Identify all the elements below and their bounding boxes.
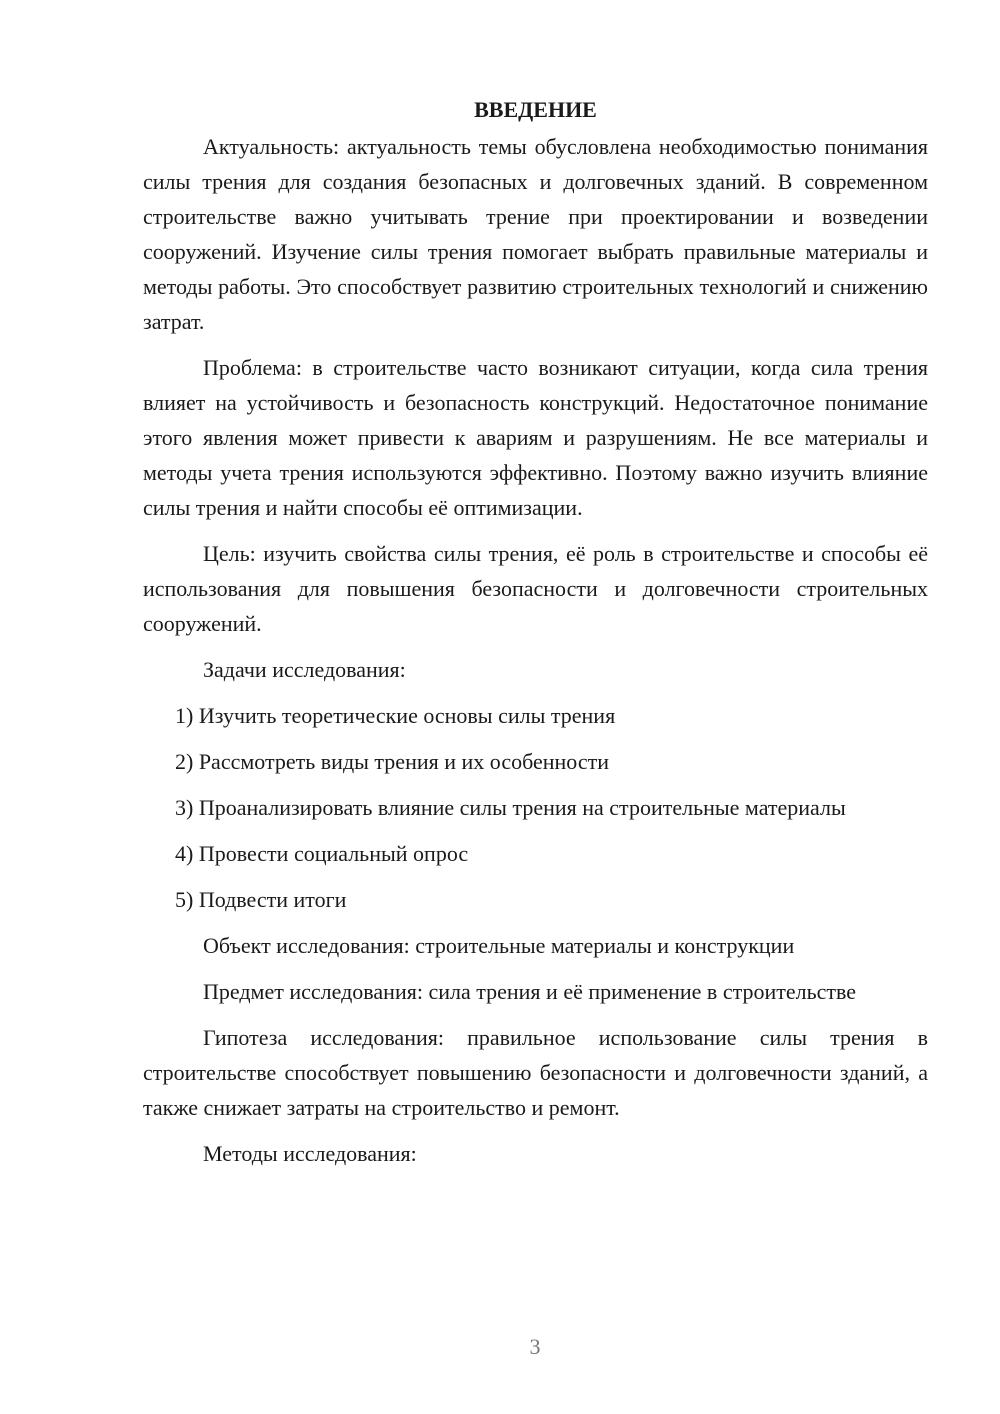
document-page bbox=[143, 95, 928, 1182]
problem-paragraph: Проблема: в строительстве часто возникают ситуации, когда сила трения влияет на устойчивость и безопасность конструкций. Недостаточное понимание этого явления может привести к авариям и разрушениям. Не все материалы и методы учета трения используются эффективно. Поэтому важно изучить влияние силы трения и найти способы её оптимизации. bbox=[143, 355, 928, 520]
section-heading: ВВЕДЕНИЕ bbox=[474, 97, 597, 122]
task-item: 3) Проанализировать влияние силы трения на строительные материалы bbox=[175, 795, 846, 820]
tasks-heading: Задачи исследования: bbox=[203, 657, 406, 682]
methods-paragraph: Методы исследования: bbox=[203, 1141, 417, 1166]
relevance-paragraph: Актуальность: актуальность темы обусловлена необходимостью понимания силы трения для создания безопасных и долговечных зданий. В современном строительстве важно учитывать трение при проектировании и возведении сооружений. Изучение силы трения помогает выбрать правильные материалы и методы работы. Это способствует развитию строительных технологий и снижению затрат. bbox=[143, 134, 928, 334]
object-paragraph: Объект исследования: строительные материалы и конструкции bbox=[203, 933, 795, 958]
task-item: 5) Подвести итоги bbox=[175, 887, 347, 912]
goal-paragraph: Цель: изучить свойства силы трения, её роль в строительстве и способы её использования для повышения безопасности и долговечности строительных сооружений. bbox=[143, 541, 928, 636]
task-item: 4) Провести социальный опрос bbox=[175, 841, 469, 866]
hypothesis-paragraph: Гипотеза исследования: правильное использование силы трения в строительстве способствует повышению безопасности и долговечности зданий, а также снижает затраты на строительство и ремонт. bbox=[143, 1025, 928, 1120]
task-item: 2) Рассмотреть виды трения и их особенности bbox=[175, 749, 610, 774]
subject-paragraph: Предмет исследования: сила трения и её применение в строительстве bbox=[203, 979, 857, 1004]
page-number: 3 bbox=[529, 1334, 541, 1359]
task-item: 1) Изучить теоретические основы силы трения bbox=[175, 703, 616, 728]
